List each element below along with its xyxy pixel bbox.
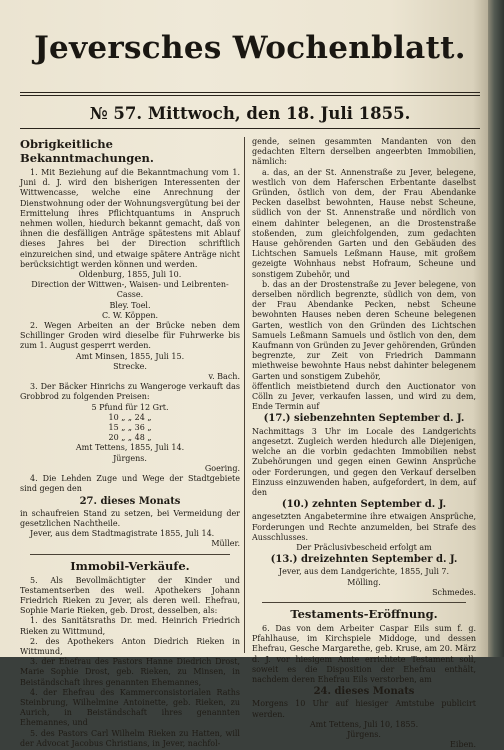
section-real-estate: Immobil-Verkäufe. (70, 558, 190, 573)
notice-1-signature: Bley. Toel. (109, 300, 151, 310)
notice-5: 5. Als Bevollmächtigter der Kinder und Testamentserben des weil. Apothekers Johann Friedrich Rieken zu Jever, als deren weil. Ehefrau, Sophie Marie Rieken, geb. Drost, desselben, als: (20, 575, 240, 616)
masthead-rule-top-2 (20, 95, 480, 96)
notice-1-direction: Direction der Wittwen-, Waisen- und Leibrenten-Casse. (31, 280, 229, 300)
notice-6-signature-2: Eiben. (450, 740, 476, 750)
notice-4: 4. Die Lehden Zuge und Wege der Stadtgebiete sind gegen den (20, 474, 240, 494)
notice-4-signature: Müller. (211, 539, 240, 549)
notice-5-item-1: 1. des Sanitätsraths Dr. med. Heinrich Friedrich Rieken zu Wittmund, (20, 616, 240, 636)
notice-4-date: Jever, aus dem Stadtmagistrate 1855, Juli 14. (30, 529, 215, 539)
price-row-3: 15 „ „ 36 „ (108, 423, 152, 433)
claims-date: (10.) zehnten September d. J. (281, 499, 447, 511)
notice-1-date: Oldenburg, 1855, Juli 10. (78, 270, 182, 280)
notice-3-signature-2: Goering. (204, 463, 240, 473)
court-signature: Mölling. (347, 577, 381, 587)
notice-4-rest: in schaufreien Stand zu setzen, bei Vermeidung der gesetzlichen Nachtheile. (20, 508, 240, 528)
masthead: Jeversches Wochenblatt. (34, 30, 466, 66)
issue-rule (20, 128, 480, 129)
notice-3-signature: Jürgens. (113, 453, 147, 463)
notice-6-rest: Morgens 10 Uhr auf hiesiger Amtstube publicirt werden. (252, 699, 476, 719)
claims-text-2: angesetzten Angabetermine ihre etwaigen Ansprüche, Forderungen und Rechte anzumelden, bei Strafe des Ausschlusses. (252, 512, 476, 542)
right-column (252, 137, 476, 750)
auction-date: (17.) siebenzehnten September d. J. (263, 413, 465, 425)
preclusion-date: (13.) dreizehnten September d. J. (270, 554, 458, 566)
notice-6-signature: Jürgens. (347, 729, 381, 739)
masthead-rule-top (20, 92, 480, 93)
notice-5-continued: gende, seinen gesammten Mandanten von den gedachten Eltern derselben angeerbten Immobilien, nämlich: (252, 137, 476, 167)
notice-2: 2. Wegen Arbeiten an der Brücke neben dem Schillinger Groden wird dieselbe für Fuhrwerke bis zum 1. August gesperrt werden. (20, 321, 240, 351)
notice-1: 1. Mit Beziehung auf die Bekanntmachung vom 1. Juni d. J. wird den bisherigen Interessenten der Wittwencasse, welche eine Anrechnung der Dienstwohnung oder der Wohnungsvergütung bei der Ermittelung ihres Pflichtquantums in Anspruch nehmen wollen, hiedurch bekannt gemacht, daß von ihnen die desfälligen Anträge spätestens mit Ablauf dieses Jahres bei der Direction schriftlich einzureichen sind, und etwaige spätere Anträge nicht berücksichtigt werden können und werden. (20, 168, 240, 269)
notice-6: 6. Das von dem Arbeiter Caspar Eils sum f. g. Pfahlhause, im Kirchspiele Middoge, und dessen Ehefrau, Gesche Margarethe, geb. Kruse, am 20. März d. J. vor hiesigem Amte errichtete Testament soll, soweit es die Disposition der Ehefrau enthält, nachdem deren Ehefrau Eils verstorben, am (252, 623, 476, 684)
section-divider-right (262, 602, 466, 603)
price-row-2: 10 „ „ 24 „ (108, 412, 152, 422)
book-binding-edge (488, 0, 504, 657)
notice-5-item-2: 2. des Apothekers Anton Diedrich Rieken in Wittmund, (20, 636, 240, 656)
notice-4-day: 27. dieses Monats (79, 495, 181, 507)
notice-2-signature: Strecke. (113, 361, 147, 371)
notice-3-date: Amt Tettens, 1855, Juli 14. (75, 443, 185, 453)
price-row-4: 20 „ „ 48 „ (108, 433, 152, 443)
price-row-1: 5 Pfund für 12 Grt. (91, 402, 169, 412)
property-a: a. das, an der St. Annenstraße zu Jever, belegene, westlich von dem Haferschen Erbentante daselbst Gründen, östlich von dem, der Frau Abendanke Pecken daselbst bewohnten, Hause nebst Scheune, südlich von der St. Annenstraße und nördlich von einem dahinter belegenen, an die Drostenstraße stoßenden, zum gleichfolgenden, zum gedachten Hause gehörenden Garten und den Gebäuden des Lichtschen Samuels Leßmann Hause, mit großem gezeigte Wohnhaus nebst Hofraum, Scheune und sonstigem Zubehör, und (252, 167, 476, 279)
notice-5-item-5: 5. des Pastors Carl Wilhelm Rieken zu Hatten, will der Advocat Jacobus Christians, in Jever, nachfol- (20, 728, 240, 748)
claims-text: Nachmittags 3 Uhr im Locale des Landgerichts angesetzt. Zugleich werden hiedurch alle Diejenigen, welche an die vorbin gedachten Immobilien nebst Zubehörungen und gegen einen Gewinn Ansprüche oder Forderungen, und gegen den Verkauf derselben Einzuss einzuwenden haben, aufgefordert, in dem, auf den (252, 426, 476, 497)
column-divider (244, 137, 245, 653)
section-divider (30, 554, 230, 555)
property-b: b. das an der Drostenstraße zu Jever belegene, von derselben nördlich begrenzte, südlich von dem, von der Frau Abendanke Pecken, nebst Scheune bewohnten Hauses neben deren Scheune belegenen Garten, westlich von den Gründen des Lichtschen Samuels Leßmann Samuels und östlich von den, dem Kaufmann von Gründen zu Jever gehörenden, Gründen begrenzte, zur Zeit von Friedrich Dammann miethweise bewohnte Haus nebst dahinter belegenem Garten und sonstigem Zubehör, (252, 279, 476, 381)
notice-6-date: Amt Tettens, Juli 10, 1855. (309, 719, 419, 729)
notice-2-date: Amt Minsen, 1855, Juli 15. (75, 351, 185, 361)
auction-text: öffentlich meistbietend durch den Auctionator von Cölln zu Jever, verkaufen lassen, und wird zu dem, Ende Termin auf (252, 381, 476, 412)
notice-1-signature-2: C. W. Köppen. (101, 310, 159, 320)
notice-2-signature-2: v. Bach. (208, 372, 240, 382)
notice-3: 3. Der Bäcker Hinrichs zu Wangeroge verkauft das Grobbrod zu folgenden Preisen: (20, 382, 240, 402)
court-signature-2: Schmedes. (432, 587, 476, 597)
notice-5-item-3: 3. der Ehefrau des Pastors Hanne Diedrich Drost, Marie Sophie Drost, geb. Rieken, zu Minsen, in Beiständschaft ihres genannten Ehemannes, (20, 657, 240, 687)
section-testament: Testaments-Eröffnung. (290, 606, 438, 621)
notice-5-item-4: 4. der Ehefrau des Kammerconsistorialen Raths Steinbrung, Wilhelmine Antoinette, geb. Rieken, zu Aurich, in Beiständschaft ihres genannten Ehemannes, und (20, 687, 240, 728)
section-official-notices: Obrigkeitliche Bekanntmachungen. (20, 137, 154, 165)
preclusion-text: Der Präclusivbescheid erfolgt am (296, 542, 432, 552)
notice-6-day: 24. dieses Monats (313, 686, 415, 698)
court-date: Jever, aus dem Landgerichte, 1855, Juli 7. (278, 567, 450, 577)
left-column (20, 137, 240, 749)
issue-line: № 57. Mittwoch, den 18. Juli 1855. (89, 104, 411, 123)
